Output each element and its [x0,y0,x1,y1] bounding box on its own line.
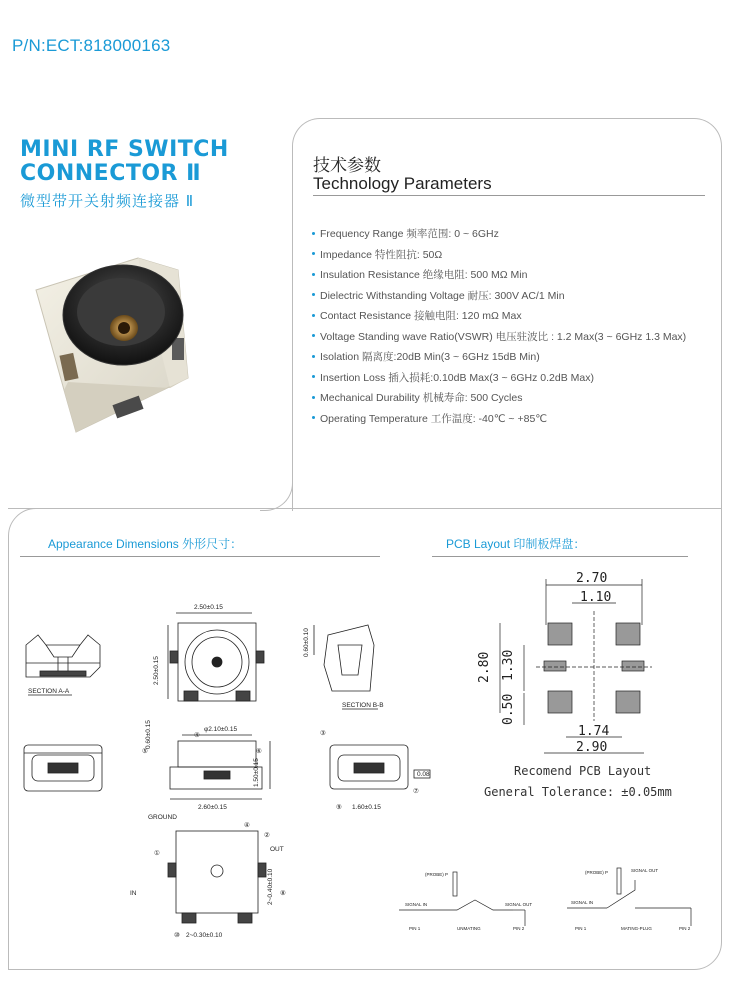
pcb-tolerance: General Tolerance: ±0.05mm [484,785,672,799]
section-aa-label: SECTION A-A [28,688,70,695]
param-item: Insertion Loss 插入损耗:0.10dB Max(3 ~ 6GHz 0.2dB Max) [312,370,686,391]
param-item: Operating Temperature 工作温度: -40℃ ~ +85℃ [312,411,686,432]
pcb-layout-drawing [470,565,670,761]
out-label: OUT [270,846,284,853]
signal-in-1: SIGNAL IN [405,902,428,907]
callout-1: ① [154,850,160,857]
callout-8: ⑧ [280,890,286,897]
bullet-icon [312,232,315,235]
dim-040: 2~0.40±0.10 [267,868,274,905]
schematic-unmating [399,872,532,931]
schematic-mating [567,868,691,931]
bullet-icon [312,416,315,419]
frame-corner [260,478,293,511]
section-aa-view [26,635,100,695]
bullet-icon [312,375,315,378]
part-number: P/N:ECT:818000163 [12,36,171,55]
dim-160: 1.60±0.15 [352,804,381,811]
callout-4b: ④ [244,822,250,829]
param-item: Dielectric Withstanding Voltage 耐压: 300V AC/1 Min [312,288,686,309]
bottom-view [130,814,286,939]
probe-label-1: (PROBE) P [425,872,449,877]
pin2-label-a: PIN 2 [513,926,525,931]
dim-150: 1.50±0.15 [253,758,260,787]
switch-schematic [395,860,705,940]
param-item: Mechanical Durability 机械寿命: 500 Cycles [312,390,686,411]
bullet-icon [312,273,315,276]
param-item: Impedance 特性阻抗: 50Ω [312,247,686,268]
ground-label: GROUND [148,814,177,821]
side-view-right [320,729,430,811]
bullet-icon [312,252,315,255]
pin1-label-a: PIN 1 [409,926,421,931]
pin1-label-b: PIN 1 [575,926,587,931]
param-item: Frequency Range 频率范围: 0 ~ 6GHz [312,226,686,247]
param-item: Voltage Standing wave Ratio(VSWR) 电压驻波比 : 1.2 Max(3 ~ 6GHz 1.3 Max) [312,329,686,350]
product-title-cn: 微型带开关射频连接器 Ⅱ [20,192,195,210]
tech-heading-rule [313,195,705,196]
dim-110: 1.10 [580,590,612,605]
callout-3: ③ [320,730,326,737]
callout-7: ⑦ [413,788,419,795]
tech-heading-en: Technology Parameters [313,174,492,193]
param-item: Contact Resistance 接触电阻: 120 mΩ Max [312,308,686,329]
dim-270: 2.70 [576,571,608,586]
product-title [20,138,229,186]
dim-174: 1.74 [578,724,610,739]
dim-050: 0.50 [501,693,516,725]
param-list [312,226,686,431]
dim-030: 2~0.30±0.10 [186,932,223,939]
dim-130: 1.30 [501,649,516,681]
param-item: Isolation 隔离度:20dB Min(3 ~ 6GHz 15dB Min) [312,349,686,370]
bullet-icon [312,314,315,317]
callout-6: ⑥ [256,748,262,755]
dim-290: 2.90 [576,740,608,755]
bullet-icon [312,293,315,296]
mating-label: MATING-PLUG [621,926,652,931]
bullet-icon [312,334,315,337]
appearance-rule [20,556,380,557]
section-bb-label: SECTION B-B [342,702,384,709]
dim-250: 2.50±0.15 [194,604,223,611]
signal-out-1: SIGNAL OUT [505,902,533,907]
dim-250v: 2.50±0.15 [153,656,160,685]
callout-5: ⑤ [142,748,148,755]
dim-060b: 0.60±0.10 [303,628,310,657]
callout-9: ⑨ [336,804,342,811]
pcb-title: PCB Layout 印制板焊盘： [446,537,586,551]
dim-060: 0.60±0.15 [145,720,152,749]
callout-2: ② [264,832,270,839]
unmating-label: UNMATING [457,926,481,931]
callout-10: ⑩ [174,932,180,939]
callout-4a: ④ [194,732,200,739]
appearance-title: Appearance Dimensions 外形尺寸： [48,537,243,551]
in-label: IN [130,890,137,897]
title-line1: MINI RF SWITCH [20,137,229,162]
pcb-caption: Recomend PCB Layout [514,764,652,778]
param-item: Insulation Resistance 绝缘电阻: 500 MΩ Min [312,267,686,288]
bullet-icon [312,355,315,358]
section-bb-view [303,625,384,709]
signal-out-2: SIGNAL OUT [631,868,659,873]
dim-008: 0.08 [417,771,430,778]
pcb-rule [432,556,688,557]
probe-label-2: (PROBE) P [585,870,609,875]
bullet-icon [312,396,315,399]
front-view [142,720,270,811]
top-view [153,604,264,701]
title-line2: CONNECTOR Ⅱ [20,161,202,186]
tech-heading-cn: 技术参数 [313,156,381,175]
side-view-left [24,745,102,791]
dim-280: 2.80 [477,651,492,683]
dim-260: 2.60±0.15 [198,804,227,811]
dim-210: φ2.10±0.15 [204,726,238,733]
pin2-label-b: PIN 2 [679,926,691,931]
signal-in-2: SIGNAL IN [571,900,594,905]
appearance-drawing [18,595,430,945]
product-photo [28,250,203,435]
